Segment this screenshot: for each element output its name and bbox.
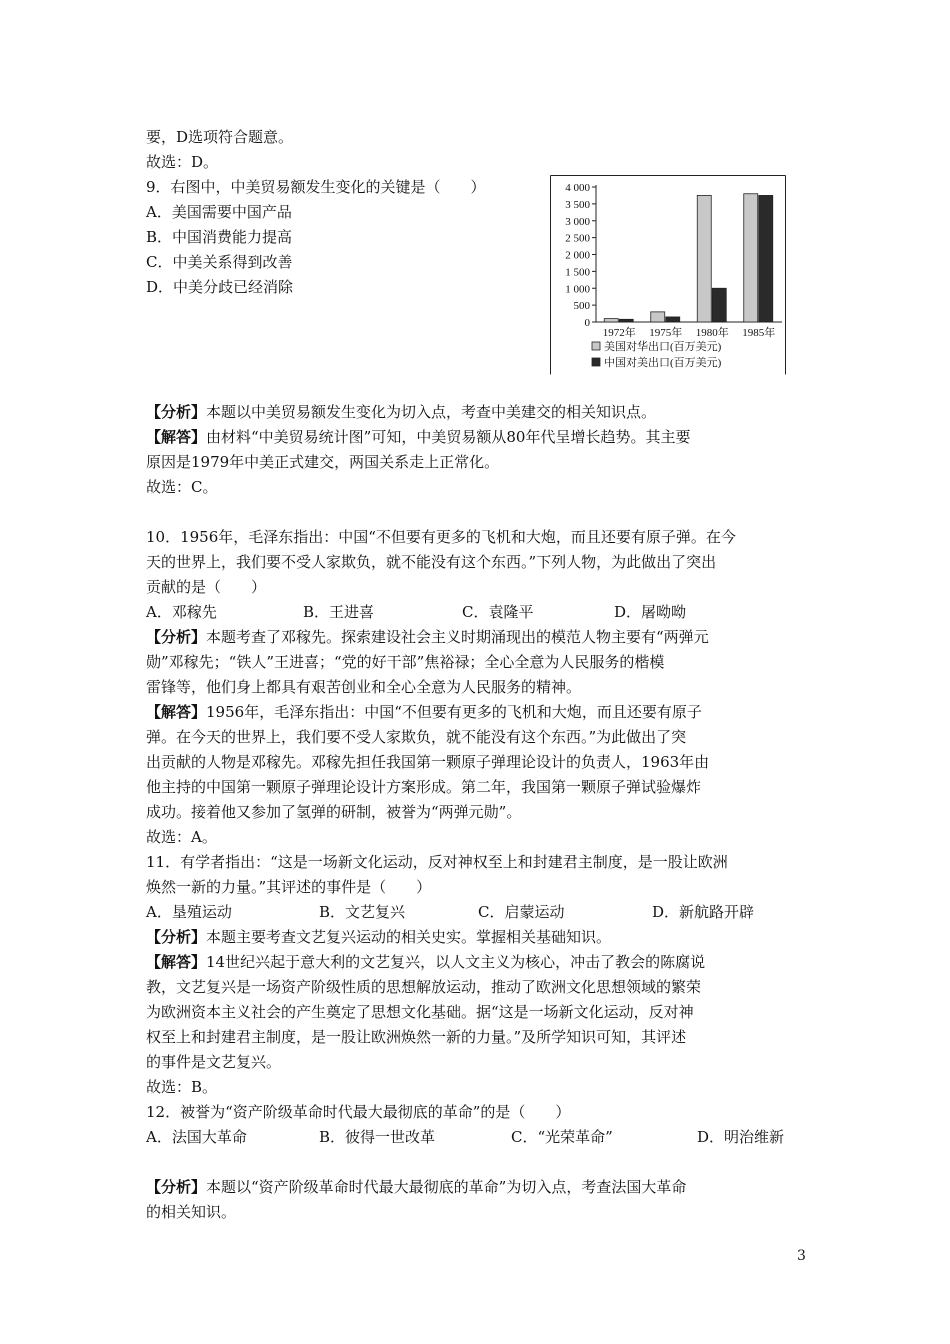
q12-analysis (146, 1177, 686, 1197)
q11-question: 11．有学者指出：“这是一场新文化运动，反对神权至上和封建君主制度，是一股让欧洲 (146, 853, 728, 871)
text-line: 贡献的是（ ） (146, 578, 267, 596)
q12-option-b: B．彼得一世改革 (319, 1128, 436, 1146)
text-line: 原因是1979年中美正式建交，两国关系走上正常化。 (146, 453, 500, 471)
x-tick-label: 1980年 (695, 327, 729, 339)
text-line: 故选：D。 (146, 153, 219, 171)
y-tick-label: 0 (584, 317, 590, 329)
bar (697, 195, 711, 322)
y-tick-label: 500 (573, 300, 590, 313)
q11-analysis (146, 927, 611, 947)
y-tick-label: 1 500 (565, 266, 590, 279)
q9-analysis (146, 402, 656, 422)
q10-analysis (146, 627, 709, 647)
q9-result: 故选：C。 (146, 478, 218, 496)
q9-option-b: B．中国消费能力提高 (146, 228, 293, 246)
answer-text: 14世纪兴起于意大利的文艺复兴，以人文主义为核心，冲击了教会的陈腐说 (206, 953, 706, 971)
q11-option-b: B．文艺复兴 (319, 903, 406, 921)
answer-text: 由材料“中美贸易统计图”可知，中美贸易额从80年代呈增长趋势。其主要 (206, 428, 691, 446)
analysis-text: 本题考查了邓稼先。探索建设社会主义时期涌现出的模范人物主要有“两弹元 (206, 628, 709, 646)
q10-option-d: D．屠呦呦 (614, 603, 687, 621)
q11-answer (146, 952, 705, 972)
legend-label: 美国对华出口(百万美元) (604, 341, 722, 353)
bar (666, 317, 680, 322)
q11-option-d: D．新航路开辟 (652, 903, 755, 921)
answer-tag: 【解答】 (146, 703, 207, 721)
q10-result: 故选：A。 (146, 828, 217, 846)
bar (604, 319, 618, 322)
legend-swatch (592, 342, 600, 350)
y-tick-label: 4 000 (565, 182, 590, 194)
q11-option-a: A．垦殖运动 (146, 903, 232, 921)
q10-question: 10．1956年，毛泽东指出：中国“不但要有更多的飞机和大炮，而且还要有原子弹。在今 (146, 528, 736, 546)
q10-option-c: C．袁隆平 (462, 603, 534, 621)
q12-option-c: C．“光荣革命” (511, 1128, 613, 1146)
text-line: 焕然一新的力量。”其评述的事件是（ ） (146, 878, 432, 896)
bar (651, 312, 665, 322)
text-line: 要，D选项符合题意。 (146, 128, 294, 146)
analysis-tag: 【分析】 (146, 628, 207, 646)
q9-question: 9．右图中，中美贸易额发生变化的关键是（ ） (146, 178, 486, 196)
q12-option-a: A．法国大革命 (146, 1128, 247, 1146)
bar (712, 288, 726, 322)
q11-result: 故选：B。 (146, 1078, 218, 1096)
q10-answer (146, 702, 702, 722)
analysis-text: 本题以“资产阶级革命时代最大最彻底的革命”为切入点，考查法国大革命 (206, 1178, 687, 1196)
text-line: 权至上和封建君主制度，是一股让欧洲焕然一新的力量。”及所学知识可知，其评述 (146, 1028, 687, 1046)
analysis-tag: 【分析】 (146, 928, 207, 946)
text-line: 弹。在今天的世界上，我们要不受人家欺负，就不能没有这个东西。”为此做出了突 (146, 728, 687, 746)
q11-option-c: C．启蒙运动 (478, 903, 565, 921)
text-line: 天的世界上，我们要不受人家欺负，就不能没有这个东西。”下列人物，为此做出了突出 (146, 553, 717, 571)
y-tick-label: 1 000 (565, 283, 590, 296)
q9-option-d: D．中美分歧已经消除 (146, 278, 294, 296)
text-line: 他主持的中国第一颗原子弹理论设计方案形成。第二年，我国第一颗原子弹试验爆炸 (146, 778, 702, 796)
text-line: 为欧洲资本主义社会的产生奠定了思想文化基础。据“这是一场新文化运动，反对神 (146, 1003, 694, 1021)
text-line: 雷锋等，他们身上都具有艰苦创业和全心全意为人民服务的精神。 (146, 678, 582, 696)
text-line: 的事件是文艺复兴。 (146, 1053, 282, 1071)
analysis-tag: 【分析】 (146, 403, 207, 421)
y-tick-label: 2 000 (565, 249, 590, 262)
analysis-tag: 【分析】 (146, 1178, 207, 1196)
x-tick-label: 1972年 (602, 327, 636, 339)
text-line: 出贡献的人物是邓稼先。邓稼先担任我国第一颗原子弹理论设计的负责人，1963年由 (146, 753, 710, 771)
q10-option-b: B．王进喜 (303, 603, 375, 621)
y-tick-label: 2 500 (565, 232, 590, 245)
y-tick-label: 3 000 (565, 215, 590, 228)
legend-label: 中国对美出口(百万美元) (604, 357, 722, 369)
text-line: 成功。接着他又参加了氢弹的研制，被誉为“两弹元勋”。 (146, 803, 522, 821)
legend-swatch (592, 358, 600, 366)
q12-option-d: D．明治维新 (697, 1128, 785, 1146)
y-tick-label: 3 500 (565, 198, 590, 211)
bar (744, 194, 758, 322)
q9-answer (146, 427, 690, 447)
q9-option-c: C．中美关系得到改善 (146, 253, 293, 271)
answer-tag: 【解答】 (146, 953, 207, 971)
answer-text: 1956年，毛泽东指出：中国“不但要有更多的飞机和大炮，而且还要有原子 (206, 703, 702, 721)
trade-chart (550, 175, 786, 375)
analysis-text: 本题以中美贸易额发生变化为切入点，考查中美建交的相关知识点。 (206, 403, 657, 421)
text-line: 教，文艺复兴是一场资产阶级性质的思想解放运动，推动了欧洲文化思想领域的繁荣 (146, 978, 702, 996)
analysis-text: 本题主要考查文艺复兴运动的相关史实。掌握相关基础知识。 (206, 928, 612, 946)
answer-tag: 【解答】 (146, 428, 207, 446)
q10-option-a: A．邓稼先 (146, 603, 217, 621)
text-line: 勋”邓稼先；“铁人”王进喜；“党的好干部”焦裕禄；全心全意为人民服务的楷模 (146, 653, 665, 671)
text-line: 的相关知识。 (146, 1203, 237, 1221)
bar (619, 319, 633, 322)
page-number: 3 (797, 1248, 806, 1264)
q12-question: 12．被誉为“资产阶级革命时代最大最彻底的革命”的是（ ） (146, 1103, 571, 1121)
trade-chart-svg (550, 175, 786, 375)
q9-option-a: A．美国需要中国产品 (146, 203, 292, 221)
x-tick-label: 1985年 (742, 327, 776, 339)
bar (759, 195, 773, 322)
x-tick-label: 1975年 (649, 327, 683, 339)
